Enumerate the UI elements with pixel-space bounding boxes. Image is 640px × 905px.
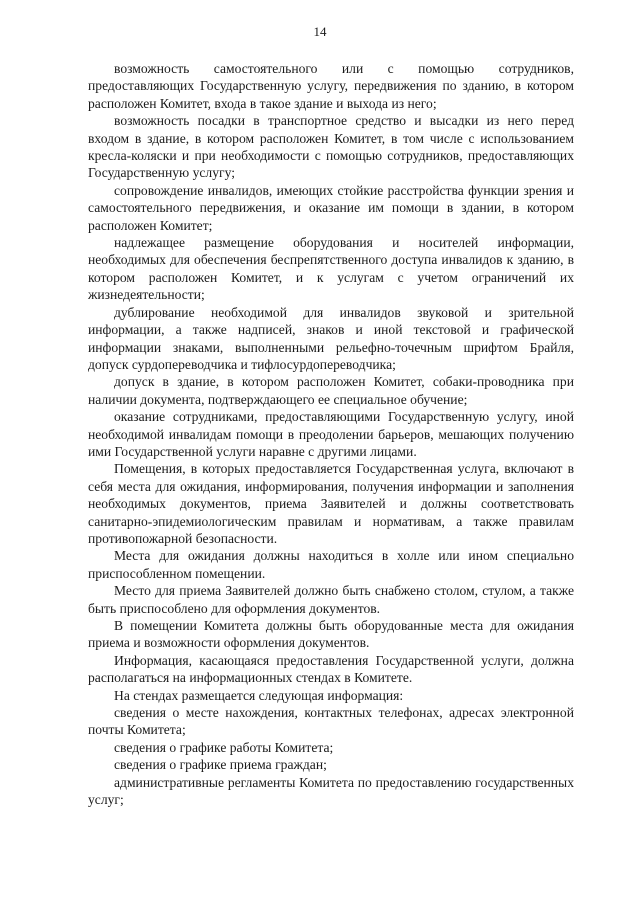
paragraph: Места для ожидания должны находиться в холле или ином специально приспособленном помещении. [88,548,574,581]
paragraph: дублирование необходимой для инвалидов звуковой и зрительной информации, а также надписей, знаков и иной текстовой и графической информации знаками, выполненными рельефно-точечным шрифтом Брайля, допуск сурдопереводчика и тифлосурдопереводчика; [88,304,574,372]
paragraph: сведения о месте нахождения, контактных телефонах, адресах электронной почты Комитета; [88,705,574,738]
document-body [88,60,574,808]
page-number: 14 [313,24,327,39]
paragraph: возможность самостоятельного или с помощью сотрудников, предоставляющих Государственную услугу, передвижения по зданию, в котором расположен Комитет, входа в такое здание и выхода из него; [88,61,574,111]
paragraph: надлежащее размещение оборудования и носителей информации, необходимых для обеспечения беспрепятственного доступа инвалидов к зданию, в котором расположен Комитет, и к услугам с учетом ограничений их жизнедеятельности; [88,235,574,303]
paragraph: сведения о графике приема граждан; [114,757,327,773]
paragraph: Место для приема Заявителей должно быть снабжено столом, стулом, а также быть приспособлено для оформления документов. [88,583,574,616]
paragraph: сопровождение инвалидов, имеющих стойкие расстройства функции зрения и самостоятельного передвижения, и оказание им помощи в здании, в котором расположен Комитет; [88,182,574,233]
paragraph: возможность посадки в транспортное средство и высадки из него перед входом в здание, в котором расположен Комитет, в том числе с использованием кресла-коляски и при необходимости с помощью сотрудников, предоставляющих Государственную услугу; [88,113,574,181]
paragraph: Информация, касающаяся предоставления Государственной услуги, должна располагаться на информационных стендах в Комитете. [88,652,574,686]
paragraph: допуск в здание, в котором расположен Комитет, собаки-проводника при наличии документа, подтверждающего ее специальное обучение; [88,374,574,407]
paragraph: административные регламенты Комитета по предоставлению государственных услуг; [88,774,574,808]
paragraph: сведения о графике работы Комитета; [114,739,334,755]
paragraph: На стендах размещается следующая информация: [114,687,404,703]
paragraph: В помещении Комитета должны быть оборудованные места для ожидания приема и возможности оформления документов. [88,618,574,651]
paragraph: оказание сотрудниками, предоставляющими Государственную услугу, иной необходимой инвалидам помощи в преодолении барьеров, мешающих получению ими Государственной услуги наравне с другими лицами. [88,409,574,459]
paragraph: Помещения, в которых предоставляется Государственная услуга, включают в себя места для ожидания, информирования, получения информации и заполнения необходимых документов, приема Заявителей и должны соответствовать санитарно-эпидемиологическим правилам и нормативам, а также правилам противопожарной безопасности. [88,461,574,546]
